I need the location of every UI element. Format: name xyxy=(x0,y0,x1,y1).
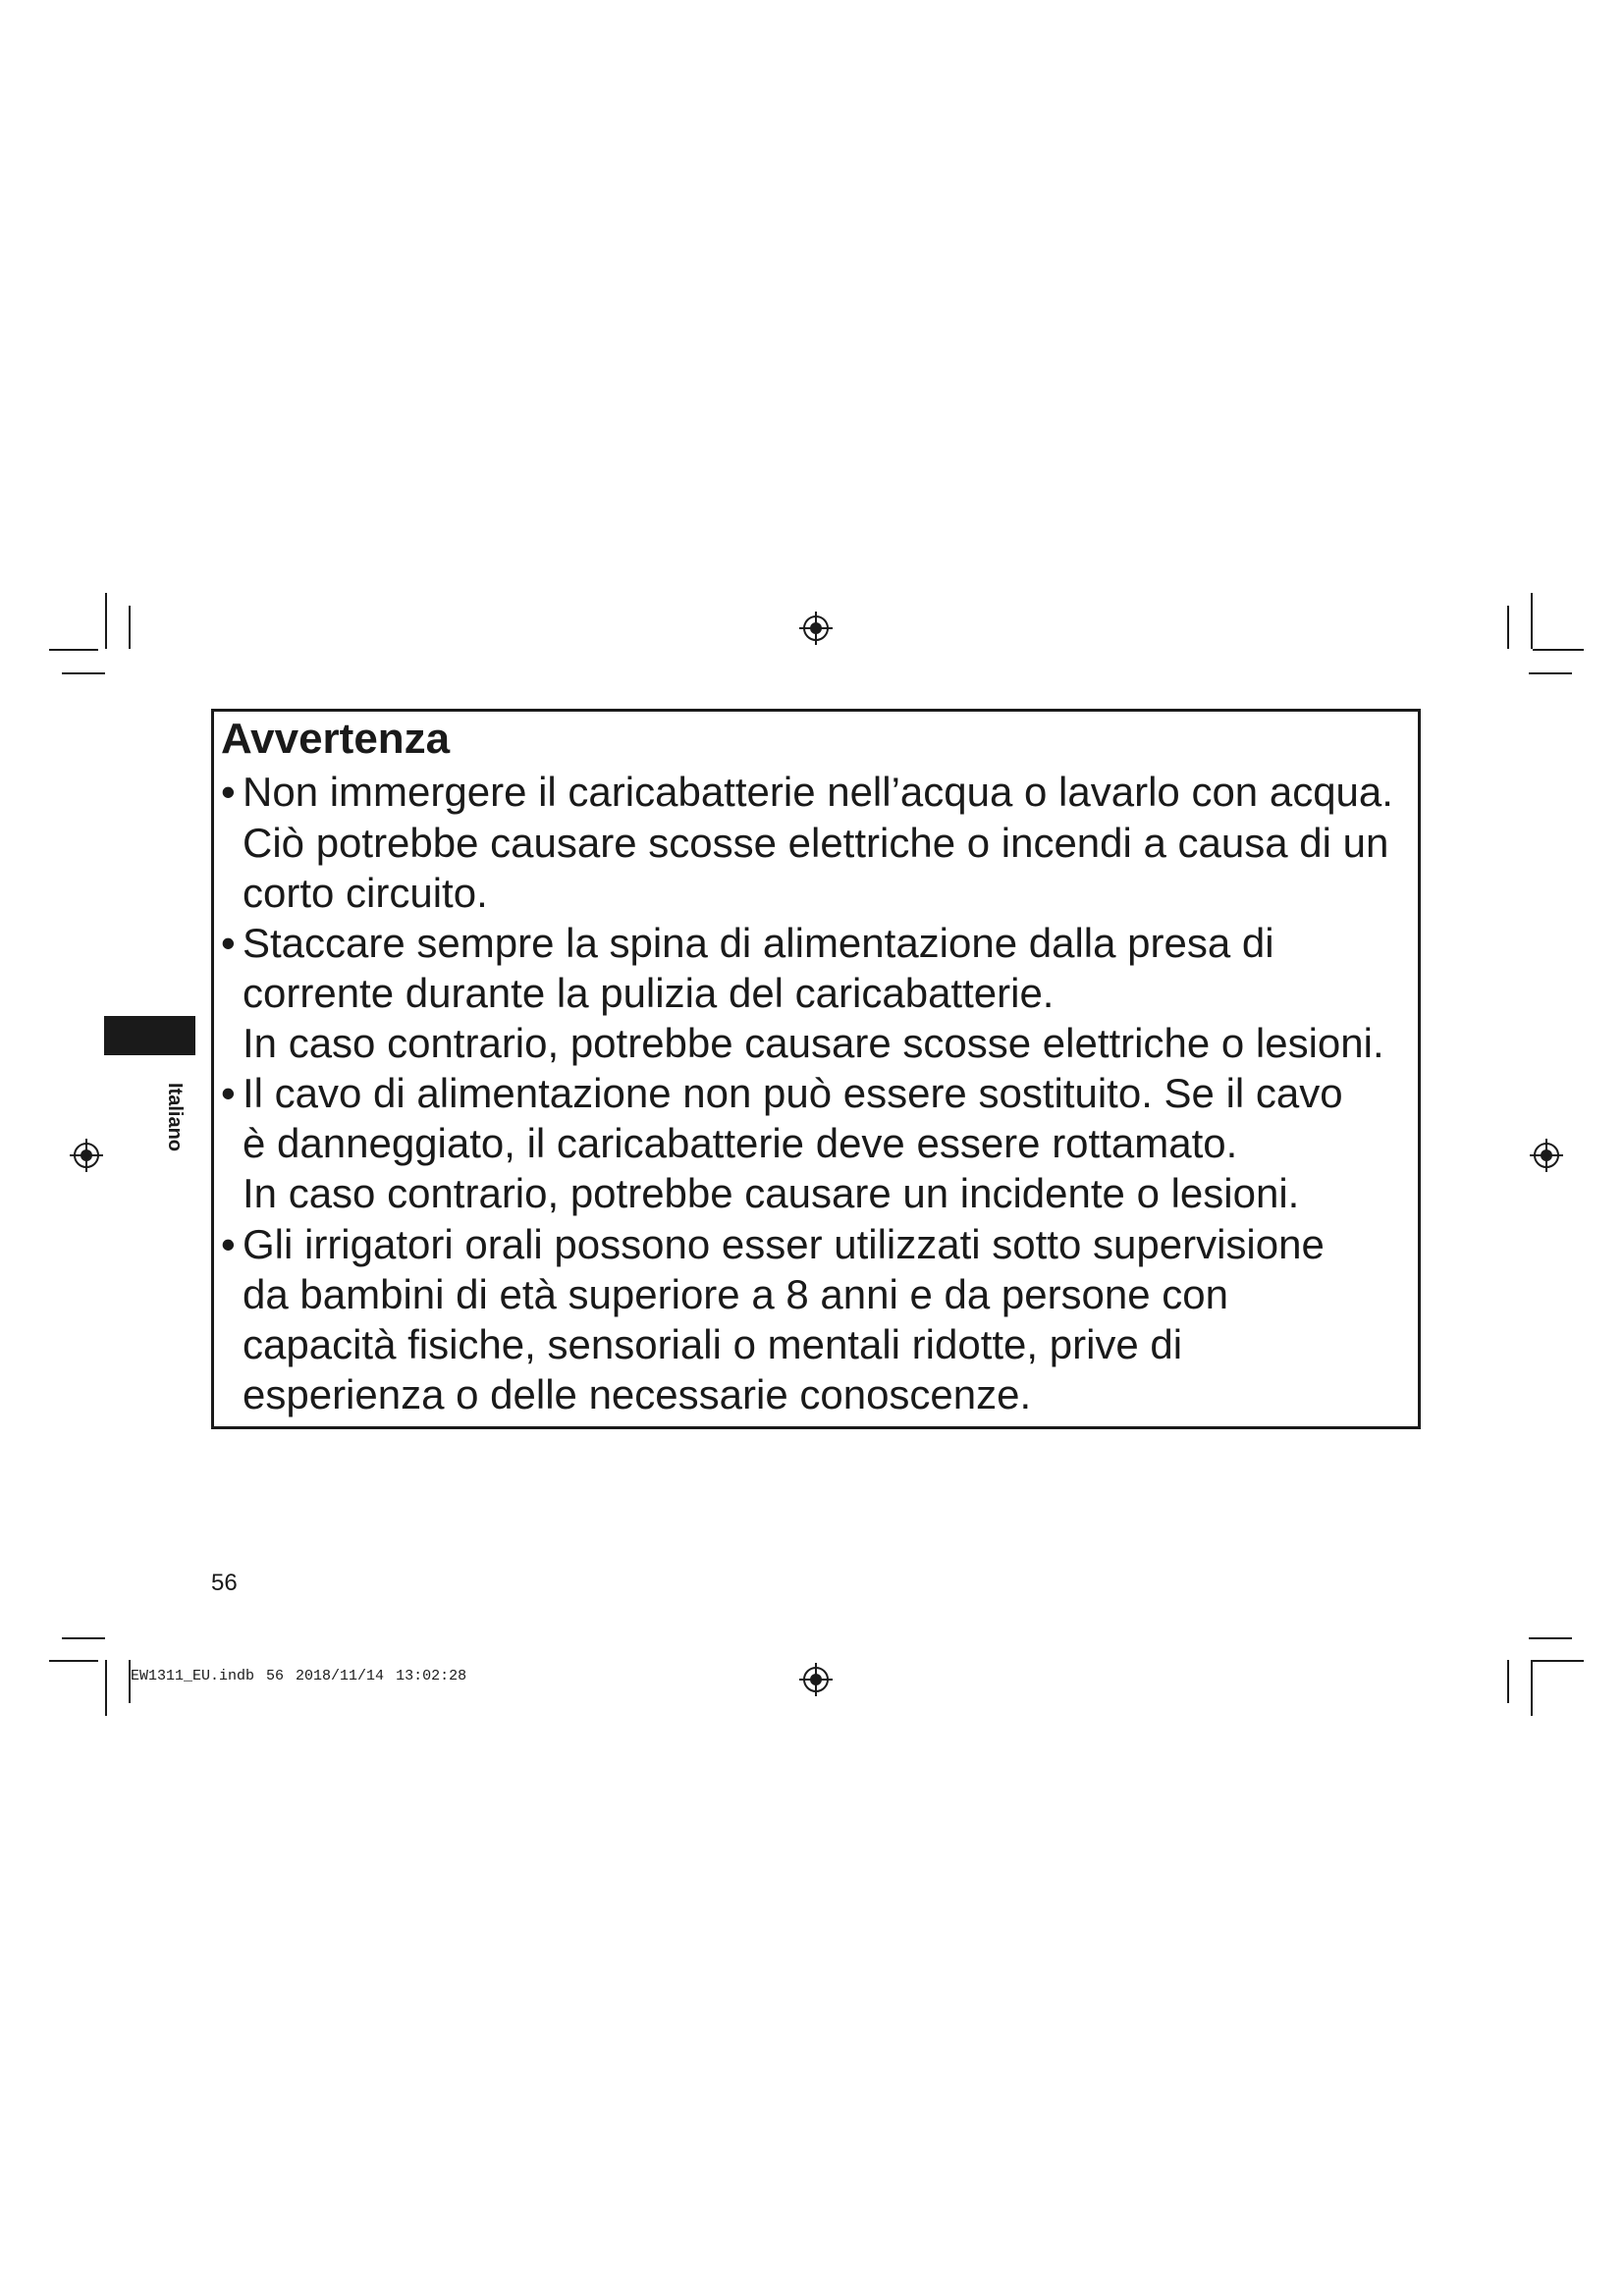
bullet-marker: • xyxy=(221,920,236,966)
warning-line: Non immergere il caricabatterie nell’acqua o lavarlo con acqua. xyxy=(243,769,1393,815)
print-slug xyxy=(131,1668,478,1685)
crop-mark xyxy=(1507,1660,1509,1703)
slug-time: 13:02:28 xyxy=(396,1668,467,1684)
warning-line: corrente durante la pulizia del caricabatterie. xyxy=(243,970,1055,1016)
crop-mark xyxy=(105,593,107,649)
warning-line: da bambini di età superiore a 8 anni e da persone con xyxy=(243,1271,1229,1317)
warning-line: In caso contrario, potrebbe causare un incidente o lesioni. xyxy=(243,1170,1300,1216)
crop-mark xyxy=(1533,649,1584,651)
crop-mark xyxy=(129,606,131,649)
warning-line: è danneggiato, il caricabatterie deve essere rottamato. xyxy=(243,1120,1238,1166)
warning-line: capacità fisiche, sensoriali o mentali ridotte, prive di xyxy=(243,1321,1183,1367)
registration-mark-icon xyxy=(798,1662,834,1697)
bullet-marker: • xyxy=(221,1070,236,1116)
warning-line: esperienza o delle necessarie conoscenze. xyxy=(243,1371,1032,1417)
crop-mark xyxy=(49,649,98,651)
bullet-marker: • xyxy=(221,1221,236,1267)
warning-line: corto circuito. xyxy=(243,870,488,916)
registration-mark-icon xyxy=(1529,1138,1564,1173)
bullet-marker: • xyxy=(221,769,236,815)
crop-mark xyxy=(49,1660,98,1662)
page-number: 56 xyxy=(211,1570,238,1596)
crop-mark xyxy=(1533,1660,1584,1662)
slug-sheet: 56 xyxy=(266,1668,285,1684)
crop-mark xyxy=(1507,606,1509,649)
slug-date: 2018/11/14 xyxy=(296,1668,385,1684)
warning-title: Avvertenza xyxy=(221,715,451,763)
crop-mark xyxy=(105,1660,107,1716)
crop-mark xyxy=(62,1637,105,1639)
warning-line: Ciò potrebbe causare scosse elettriche o incendi a causa di un xyxy=(243,820,1389,866)
registration-mark-icon xyxy=(798,611,834,646)
warning-line: Staccare sempre la spina di alimentazione dalla presa di xyxy=(243,920,1274,966)
language-tab-label: Italiano xyxy=(164,1083,186,1152)
registration-mark-icon xyxy=(69,1138,104,1173)
slug-file: EW1311_EU.indb xyxy=(131,1668,255,1684)
language-tab-marker xyxy=(104,1016,195,1055)
warning-line: Gli irrigatori orali possono esser utilizzati sotto supervisione xyxy=(243,1221,1325,1267)
crop-mark xyxy=(1531,593,1533,649)
warning-line: Il cavo di alimentazione non può essere sostituito. Se il cavo xyxy=(243,1070,1343,1116)
crop-mark xyxy=(1531,1660,1533,1716)
crop-mark xyxy=(1529,672,1572,674)
crop-mark xyxy=(62,672,105,674)
crop-mark xyxy=(1529,1637,1572,1639)
warning-line: In caso contrario, potrebbe causare scosse elettriche o lesioni. xyxy=(243,1020,1384,1066)
